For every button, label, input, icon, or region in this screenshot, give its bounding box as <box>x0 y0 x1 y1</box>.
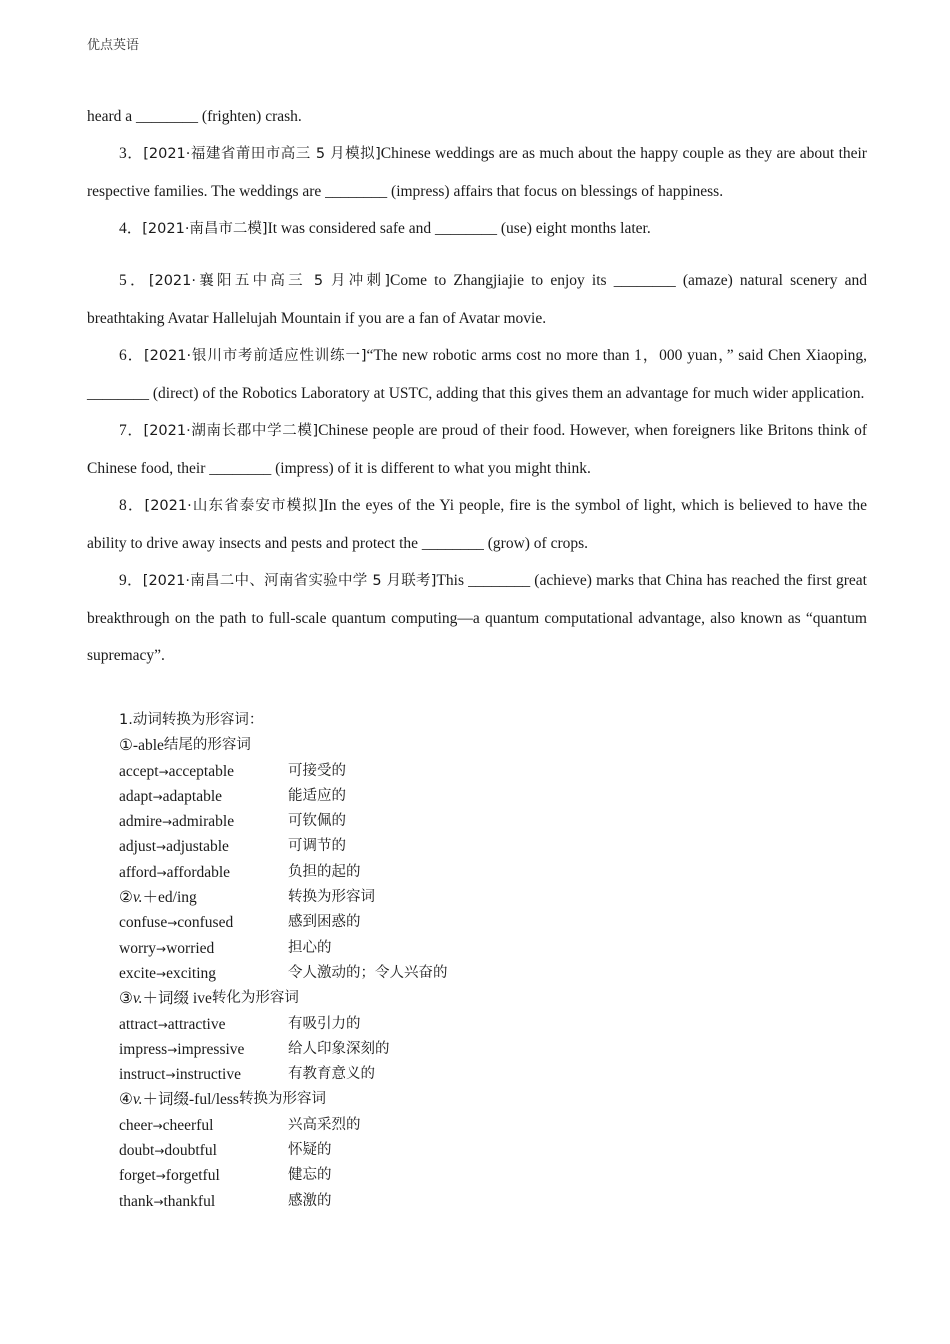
chinese-meaning: 令人激动的；令人兴奋的 <box>288 964 448 981</box>
base-word: doubt <box>119 1142 155 1160</box>
question-source: [2021·南昌二中、河南省实验中学 5 月联考] <box>142 573 437 589</box>
section-suffix: ＋ed/ing <box>142 889 197 907</box>
question-6 <box>87 337 867 412</box>
question-3 <box>87 135 867 210</box>
vocab-item <box>119 1037 619 1062</box>
question-number: 7． <box>119 422 144 439</box>
question-number: 4． <box>119 220 143 237</box>
question-text: “The new robotic arms cost no more than 1，000 yuan，” said Chen Xiaoping, ________ (direct) of the Robotics Laboratory at USTC, adding that this gives them an advantage for much wider application. <box>87 347 868 402</box>
question-source: [2021·湖南长郡中学二模] <box>143 423 319 439</box>
chinese-meaning: 有教育意义的 <box>288 1066 375 1083</box>
base-word: instruct <box>119 1066 166 1084</box>
vocab-section-heading <box>119 733 619 758</box>
question-text: heard a ________ (frighten) crash. <box>87 108 302 125</box>
adjective-word: doubtful <box>164 1142 217 1160</box>
arrow-right-icon: → <box>156 840 167 855</box>
question-text: It was considered safe and ________ (use) eight months later. <box>267 220 651 237</box>
section-suffix: ＋词缀-ful/less <box>142 1091 239 1109</box>
chinese-meaning: 怀疑的 <box>288 1142 332 1159</box>
section-suffix: ＋词缀 ive <box>142 990 212 1008</box>
arrow-right-icon: → <box>156 941 167 956</box>
question-text: Chinese people are proud of their food. However, when foreigners like Britons think of Chinese food, their ________ (impress) of it is different to what you might think. <box>87 422 867 477</box>
vocab-section-heading <box>119 1087 619 1112</box>
question-number: 9． <box>119 572 143 589</box>
question-7 <box>87 412 867 487</box>
base-word: adjust <box>119 838 157 856</box>
question-source: [2021·襄阳五中高三 5 月冲刺] <box>148 273 390 289</box>
section-label: 结尾的形容词 <box>163 737 251 754</box>
vocab-item <box>119 1163 619 1188</box>
base-word: cheer <box>119 1116 153 1134</box>
adjective-word: acceptable <box>168 762 235 780</box>
base-word: confuse <box>119 914 168 932</box>
chinese-meaning: 给人印象深刻的 <box>288 1040 390 1057</box>
vocab-item <box>119 860 619 885</box>
adjective-word: forgetful <box>165 1167 220 1185</box>
base-word: impress <box>119 1040 168 1058</box>
chinese-meaning: 可调节的 <box>288 838 346 855</box>
arrow-right-icon: → <box>156 966 167 981</box>
base-word: admire <box>119 813 163 831</box>
word-pair <box>119 1113 288 1138</box>
vocab-item <box>119 1138 619 1163</box>
vocab-item <box>119 936 619 961</box>
question-text: This ________ (achieve) marks that China has reached the first great breakthrough on the path to full-scale quantum computing—a quantum computational advantage, also known as “quantum supremacy”. <box>87 572 867 664</box>
arrow-right-icon: → <box>162 815 173 830</box>
question-8 <box>87 487 867 562</box>
section-note: 转换为形容词 <box>288 889 375 906</box>
question-9 <box>87 562 867 674</box>
word-pair <box>119 961 288 986</box>
vocab-item <box>119 961 619 986</box>
arrow-right-icon: → <box>167 916 178 931</box>
section-marker: ③ <box>119 990 133 1008</box>
adjective-word: cheerful <box>162 1116 214 1134</box>
word-pair <box>119 809 288 834</box>
arrow-right-icon: → <box>165 1068 176 1083</box>
arrow-right-icon: → <box>167 1042 178 1057</box>
vocab-item <box>119 1113 619 1138</box>
base-word: afford <box>119 863 157 881</box>
adjective-word: impressive <box>177 1040 245 1058</box>
chinese-meaning: 能适应的 <box>288 787 346 804</box>
question-number: 6． <box>119 347 144 364</box>
base-word: excite <box>119 964 157 982</box>
word-pair <box>119 834 288 859</box>
vocabulary-list <box>119 708 619 1214</box>
chinese-meaning: 健忘的 <box>288 1167 332 1184</box>
section-pos: v. <box>132 990 143 1008</box>
arrow-right-icon: → <box>155 1169 166 1184</box>
section-label: 转化为形容词 <box>211 990 299 1007</box>
word-pair <box>119 1138 288 1163</box>
chinese-meaning: 可接受的 <box>288 762 346 779</box>
word-pair <box>119 1189 288 1214</box>
question-source: [2021·山东省泰安市模拟] <box>144 498 324 514</box>
vocab-item <box>119 910 619 935</box>
question-number: 3． <box>119 145 144 162</box>
word-pair <box>119 910 288 935</box>
word-pair <box>119 860 288 885</box>
question-text: Come to Zhangjiajie to enjoy its ________ (amaze) natural scenery and breathtaking Avatar Hallelujah Mountain if you are a fan of Avatar movie. <box>87 272 867 327</box>
adjective-word: thankful <box>163 1192 216 1210</box>
adjective-word: admirable <box>172 813 235 831</box>
vocab-item <box>119 759 619 784</box>
adjective-word: adaptable <box>162 787 223 805</box>
arrow-right-icon: → <box>152 789 163 804</box>
section-pos: v. <box>132 889 143 907</box>
question-text: In the eyes of the Yi people, fire is the symbol of light, which is believed to have the ability to drive away insects and pests and protect the ________ (grow) of crops. <box>87 497 867 552</box>
base-word: attract <box>119 1015 158 1033</box>
question-continuation <box>87 98 867 135</box>
chinese-meaning: 感到困惑的 <box>288 914 361 931</box>
section-pos: v. <box>132 1091 143 1109</box>
vocab-item <box>119 1062 619 1087</box>
page-header-brand: 优点英语 <box>87 38 140 53</box>
word-pair <box>119 1012 288 1037</box>
base-word: adapt <box>119 787 153 805</box>
chinese-meaning: 可钦佩的 <box>288 813 346 830</box>
adjective-word: adjustable <box>166 838 229 856</box>
adjective-word: instructive <box>175 1066 241 1084</box>
adjective-word: worried <box>166 939 215 957</box>
section-marker: ④ <box>119 1091 133 1109</box>
question-source: [2021·南昌市二模] <box>142 221 268 237</box>
vocab-item <box>119 1012 619 1037</box>
word-pair <box>119 784 288 809</box>
section-marker: ② <box>119 889 133 907</box>
section-label: 转换为形容词 <box>238 1091 326 1108</box>
word-pair <box>119 1163 288 1188</box>
vocab-section-heading <box>119 986 619 1011</box>
section-suffix: -able <box>132 737 164 755</box>
arrow-right-icon: → <box>152 1118 163 1133</box>
base-word: thank <box>119 1192 154 1210</box>
chinese-meaning: 兴高采烈的 <box>288 1116 361 1133</box>
chinese-meaning: 负担的起的 <box>288 863 361 880</box>
question-number: 8． <box>119 497 145 514</box>
question-source: [2021·银川市考前适应性训练一] <box>143 348 367 364</box>
adjective-word: attractive <box>167 1015 226 1033</box>
question-4 <box>87 210 867 248</box>
vocab-item <box>119 834 619 859</box>
word-pair <box>119 1037 288 1062</box>
question-number: 5． <box>119 272 149 289</box>
question-5 <box>87 262 867 337</box>
section-marker: ① <box>119 737 133 755</box>
chinese-meaning: 有吸引力的 <box>288 1015 361 1032</box>
exercise-list <box>87 98 867 674</box>
base-word: worry <box>119 939 157 957</box>
adjective-word: exciting <box>166 964 217 982</box>
adjective-word: confused <box>177 914 234 932</box>
chinese-meaning: 感激的 <box>288 1192 332 1209</box>
arrow-right-icon: → <box>154 1144 165 1159</box>
word-pair <box>119 759 288 784</box>
word-pair <box>119 936 288 961</box>
word-pair <box>119 1062 288 1087</box>
arrow-right-icon: → <box>158 764 169 779</box>
vocab-title: 1.动词转换为形容词： <box>119 712 264 728</box>
adjective-word: affordable <box>166 863 231 881</box>
question-text: Chinese weddings are as much about the happy couple as they are about their respective families. The weddings are ________ (impress) affairs that focus on blessings of happiness. <box>87 145 867 200</box>
arrow-right-icon: → <box>156 865 167 880</box>
vocab-item <box>119 1189 619 1214</box>
vocab-section-heading <box>119 885 619 910</box>
chinese-meaning: 担心的 <box>288 939 332 956</box>
vocab-item <box>119 809 619 834</box>
base-word: forget <box>119 1167 156 1185</box>
arrow-right-icon: → <box>153 1194 164 1209</box>
base-word: accept <box>119 762 159 780</box>
vocab-item <box>119 784 619 809</box>
question-source: [2021·福建省莆田市高三 5 月模拟] <box>143 146 381 162</box>
arrow-right-icon: → <box>157 1017 168 1032</box>
